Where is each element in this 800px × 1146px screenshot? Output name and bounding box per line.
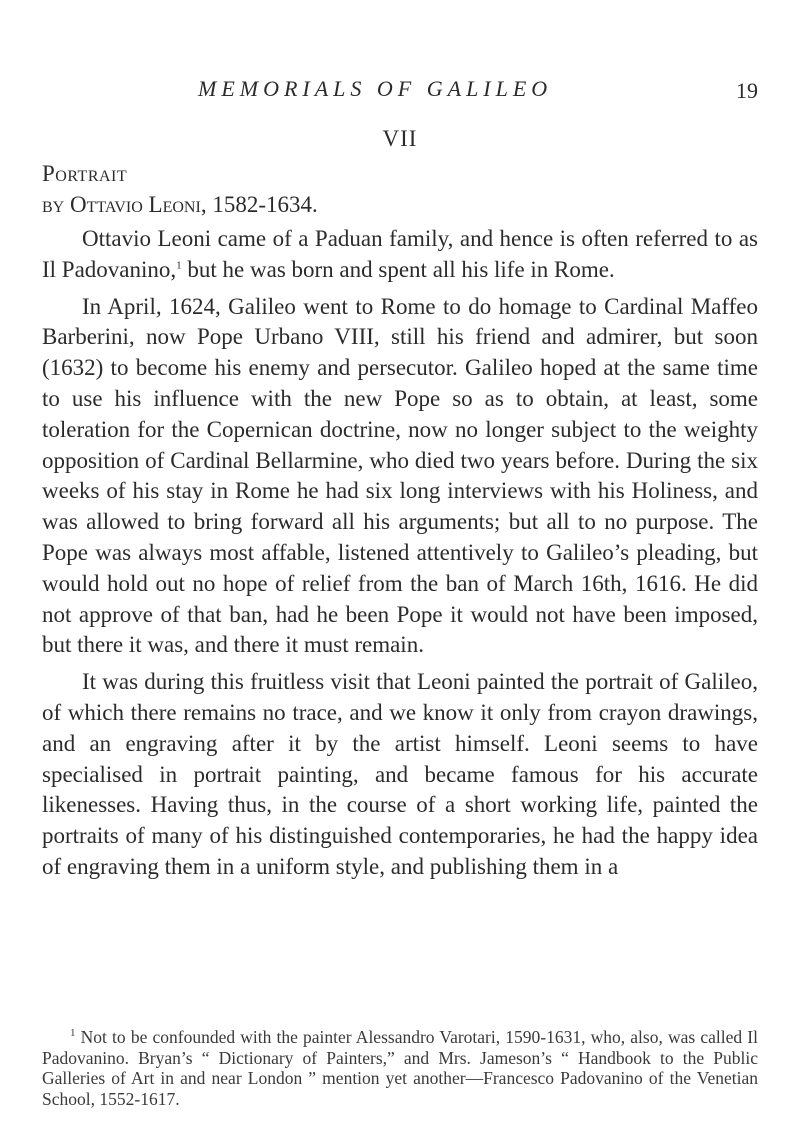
running-head [42,76,758,106]
paragraph-1-text-cont: but he was born and spent all his life in Rome. [181,256,615,282]
artist-dates: , 1582-1634. [200,192,318,217]
paragraph-2: In April, 1624, Galileo went to Rome to do homage to Cardinal Maffeo Barberini, now Pope Urbano VIII, still his friend and admirer, but soon (1632) to become his enemy and persecutor. Galileo hoped at the same time to use his influence with the new Pope so as to obtain, at least, some toleration for the Copernican doctrine, now no longer subject to the weighty opposition of Cardinal Bellarmine, who died two years before. During the six weeks of his stay in Rome he had six long interviews with his Holiness, and was allowed to bring forward all his arguments; but all to no purpose. The Pope was always most affable, listened attentively to Galileo’s pleading, but would hold out no hope of relief from the ban of March 16th, 1616. He did not approve of that ban, had he been Pope it would not have been imposed, but there it was, and there it must remain. [42,293,758,658]
section-title: Portrait [42,161,128,186]
body-text [42,224,758,883]
footnote-reference: 1 [176,259,182,272]
book-page [42,0,758,1146]
footnote-text: Not to be confounded with the painter Alessandro Varotari, 1590-1631, who, also, was called Il Padovanino. Bryan’s “ Dictionary of Painters,” and Mrs. Jameson’s “ Handbook to the Public Galleries of Art in and near London ” mention yet another—Francesco Padovanino of the Venetian School, 1552-1617. [42,1027,758,1109]
running-title: MEMORIALS OF GALILEO [198,76,553,101]
paragraph-3: It was during this fruitless visit that Leoni painted the portrait of Galileo, of which there remains no trace, and we know it only from crayon drawings, and an engraving after it by the artist himself. Leoni seems to have specialised in portrait painting, and became famous for his accurate likenesses. Having thus, in the course of a short working life, painted the portraits of many of his distinguished contemporaries, he had the happy idea of engraving them in a uniform style, and publishing them in a [42,669,758,879]
footnote [42,1027,758,1109]
subtitle-by: by [42,192,65,217]
paragraph-1-text: Ottavio Leoni came of a Paduan family, and hence is often referred to as Il Padovanino, [42,226,758,282]
artist-name: Ottavio Leoni [69,192,201,217]
paragraph-1 [42,224,758,286]
page-number: 19 [736,78,758,103]
section-subtitle [42,192,318,218]
chapter-number: VII [382,126,418,151]
footnote-marker: 1 [70,1027,76,1040]
